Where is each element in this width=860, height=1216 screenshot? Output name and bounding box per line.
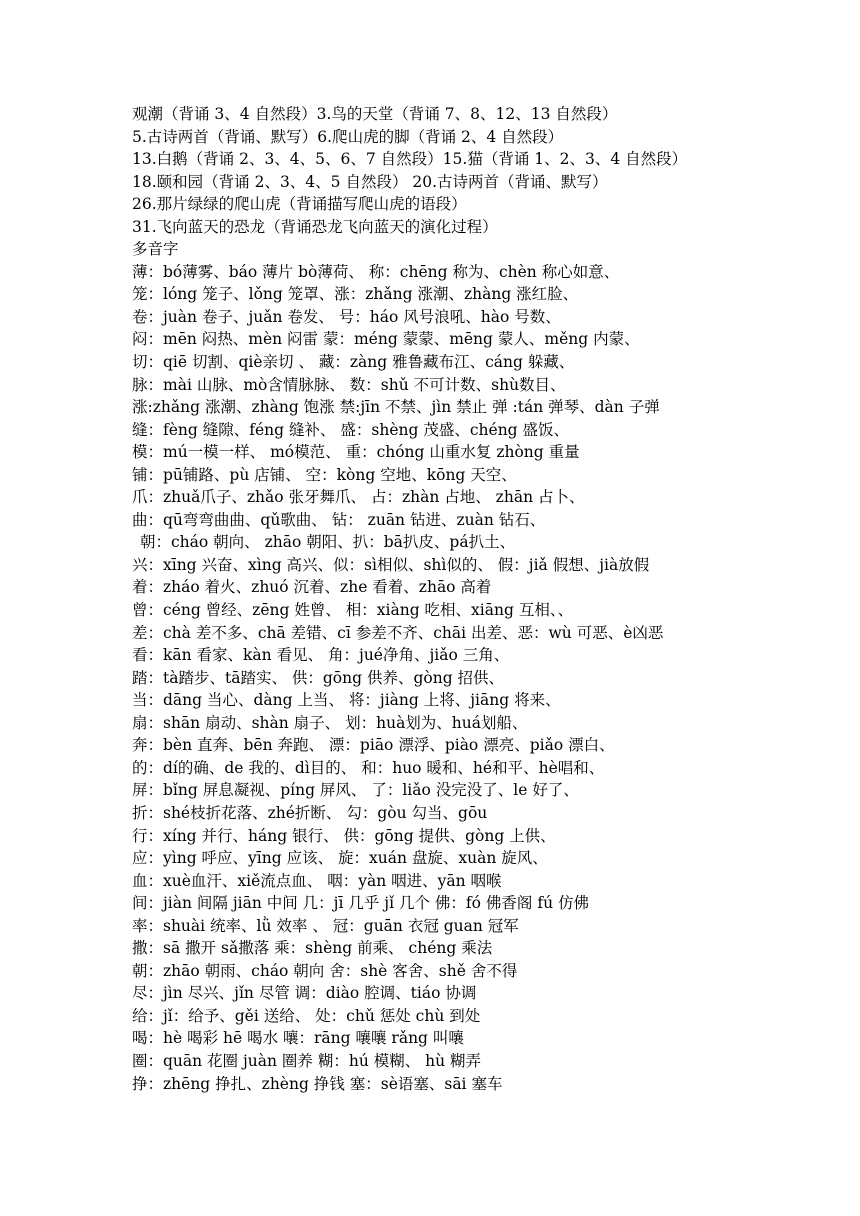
polyphone-line: 给：jǐ：给予、gěi 送给、 处：chǔ 惩处 chù 到处: [132, 1006, 481, 1025]
polyphone-line: 的：dí的确、de 我的、dì目的、 和：huo 暖和、hé和平、hè唱和、: [132, 758, 605, 777]
section-heading: 多音字: [132, 240, 179, 259]
polyphone-line: 折：shé枝折花落、zhé折断、 勾：gòu 勾当、gōu: [132, 803, 488, 822]
polyphone-line: 笼：lóng 笼子、lǒng 笼罩、涨：zhǎng 涨潮、zhàng 涨红脸、: [132, 285, 579, 304]
polyphone-line: 爪：zhuǎ爪子、zhǎo 张牙舞爪、 占：zhàn 占地、 zhān 占卜、: [132, 488, 585, 507]
polyphone-line: 薄：bó薄雾、báo 薄片 bò薄荷、 称：chēng 称为、chèn 称心如意、: [132, 262, 620, 281]
polyphone-line: 扇：shān 扇动、shàn 扇子、 划：huà划为、huá划船、: [132, 713, 528, 732]
polyphone-line: 闷：mēn 闷热、mèn 闷雷 蒙：méng 蒙蒙、mēng 蒙人、měng 内蒙、: [132, 330, 640, 349]
polyphone-line: 踏：tà踏步、tā踏实、 供：gōng 供养、gòng 招供、: [132, 668, 505, 687]
polyphone-line: 行：xíng 并行、háng 银行、 供：gōng 提供、gòng 上供、: [132, 826, 556, 845]
recitation-line: 5.古诗两首（背诵、默写）6.爬山虎的脚（背诵 2、4 自然段）: [132, 127, 564, 146]
polyphone-line: 脉：mài 山脉、mò含情脉脉、 数：shǔ 不可计数、shù数目、: [132, 375, 566, 394]
polyphone-line: 喝：hè 喝彩 hē 喝水 嚷：rāng 嚷嚷 rǎng 叫嚷: [132, 1029, 464, 1048]
polyphone-line: 差：chà 差不多、chā 差错、cī 参差不齐、chāi 出差、恶：wù 可恶、è凶恶: [132, 623, 664, 642]
polyphone-line: 率：shuài 统率、lǜ 效率 、 冠：guān 衣冠 guan 冠军: [132, 916, 519, 935]
polyphone-line: 奔：bèn 直奔、bēn 奔跑、 漂：piāo 漂浮、piào 漂亮、piǎo 漂白、: [132, 736, 615, 755]
recitation-line: 26.那片绿绿的爬山虎（背诵描写爬山虎的语段）: [132, 195, 467, 214]
polyphone-line: 曲：qū弯弯曲曲、qǔ歌曲、 钻： zuān 钻进、zuàn 钻石、: [132, 510, 546, 529]
polyphone-line: 兴：xīng 兴奋、xìng 高兴、似：sì相似、shì似的、 假：jiǎ 假想、jià放假: [132, 555, 650, 574]
polyphone-line: 铺：pū铺路、pù 店铺、 空：kòng 空地、kōng 天空、: [132, 465, 517, 484]
recitation-line: 18.颐和园（背诵 2、3、4、5 自然段） 20.古诗两首（背诵、默写）: [132, 172, 608, 191]
recitation-line: 观潮（背诵 3、4 自然段）3.鸟的天堂（背诵 7、8、12、13 自然段）: [132, 105, 618, 123]
polyphone-line: 圈：quān 花圈 juàn 圈养 糊：hú 模糊、 hù 糊弄: [132, 1051, 482, 1070]
recitation-line: 31.飞向蓝天的恐龙（背诵恐龙飞向蓝天的演化过程）: [132, 217, 498, 236]
polyphone-line: 朝：cháo 朝向、 zhāo 朝阳、扒：bā扒皮、pá扒土、: [140, 533, 516, 552]
recitation-line: 13.白鹅（背诵 2、3、4、5、6、7 自然段）15.猫（背诵 1、2、3、4 自然段）: [132, 150, 688, 169]
polyphone-line: 应：yìng 呼应、yīng 应该、 旋：xuán 盘旋、xuàn 旋风、: [132, 849, 548, 868]
polyphone-line: 缝：fèng 缝隙、féng 缝补、 盛：shèng 茂盛、chéng 盛饭、: [132, 420, 570, 439]
polyphone-line: 当：dāng 当心、dàng 上当、 将：jiàng 上将、jiāng 将来、: [132, 691, 561, 710]
polyphone-line: 间：jiàn 间隔 jiān 中间 几：jī 几乎 jǐ 几个 佛：fó 佛香阁 fú 仿佛: [132, 894, 589, 913]
polyphone-line: 切：qiē 切割、qiè亲切 、 藏：zàng 雅鲁藏布江、cáng 躲藏、: [132, 353, 575, 372]
polyphone-line: 尽：jìn 尽兴、jǐn 尽管 调：diào 腔调、tiáo 协调: [132, 984, 477, 1003]
text-body: [132, 103, 732, 1095]
polyphone-line: 涨:zhǎng 涨潮、zhàng 饱涨 禁:jīn 不禁、jìn 禁止 弹 :tán 弹琴、dàn 子弹: [132, 398, 660, 417]
polyphone-line: 朝：zhāo 朝雨、cháo 朝向 舍：shè 客舍、shě 舍不得: [132, 961, 518, 980]
polyphone-line: 屏：bǐng 屏息凝视、píng 屏风、 了：liǎo 没完没了、le 好了、: [132, 781, 579, 800]
polyphone-line: 撒：sā 撒开 sǎ撒落 乘：shèng 前乘、 chéng 乘法: [132, 939, 493, 958]
polyphone-line: 模：mú一模一样、 mó模范、 重：chóng 山重水复 zhòng 重量: [132, 443, 580, 462]
polyphone-line: 着：zháo 着火、zhuó 沉着、zhe 看着、zhāo 高着: [132, 578, 492, 597]
polyphone-line: 看：kān 看家、kàn 看见、 角：jué净角、jiǎo 三角、: [132, 646, 510, 665]
polyphone-line: 曾：céng 曾经、zēng 姓曾、 相：xiàng 吃相、xiāng 互相、、: [132, 601, 574, 620]
polyphone-line: 卷：juàn 卷子、juǎn 卷发、 号：háo 风号浪吼、hào 号数、: [132, 307, 561, 326]
polyphone-line: 血：xuè血汗、xiě流点血、 咽：yàn 咽进、yān 咽喉: [132, 871, 502, 890]
polyphone-line: 挣：zhēng 挣扎、zhèng 挣钱 塞：sè语塞、sāi 塞车: [132, 1074, 503, 1093]
